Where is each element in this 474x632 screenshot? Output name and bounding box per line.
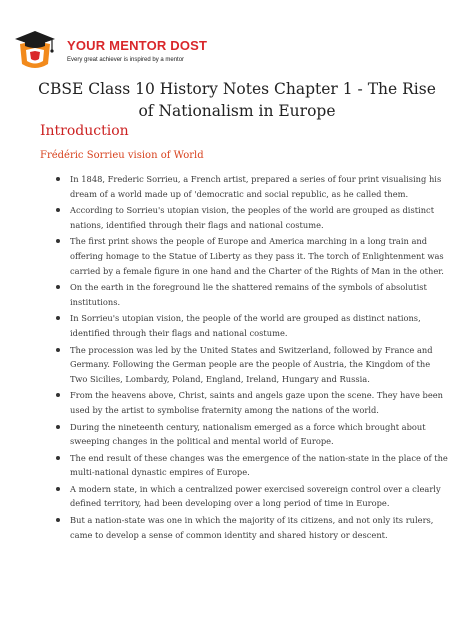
- page-title: CBSE Class 10 History Notes Chapter 1 - The Rise of Nationalism in Europe: [38, 80, 436, 120]
- list-item: The end result of these changes was the emergence of the nation-state in the place of the multi-national dynastic empires of Europe.: [56, 451, 448, 480]
- list-item: According to Sorrieu's utopian vision, the peoples of the world are grouped as distinct nations, identified through their flags and national costume.: [56, 203, 448, 232]
- list-item: The first print shows the people of Europe and America marching in a long train and offering homage to the Statue of Liberty as they pass it. The torch of Enlightenment was carried by a female figure in one hand and the Charter of the Rights of Man in the other.: [56, 234, 448, 278]
- brand-name: YOUR MENTOR DOST: [67, 38, 208, 53]
- list-item: A modern state, in which a centralized power exercised sovereign control over a clearly defined territory, had been developing over a long period of time in Europe.: [56, 482, 448, 511]
- list-item: The procession was led by the United States and Switzerland, followed by France and Germany. Following the German people are the people of Austria, the Kingdom of the Two Sicilies, Lombardy, Poland, England, Ireland, Hungary and Russia.: [56, 343, 448, 387]
- brand-tagline: Every great achiever is inspired by a mentor: [67, 57, 185, 63]
- list-item: During the nineteenth century, nationalism emerged as a force which brought about sweeping changes in the political and mental world of Europe.: [56, 420, 448, 449]
- list-item: In 1848, Frederic Sorrieu, a French artist, prepared a series of four print visualising his dream of a world made up of 'democratic and social republic, as he called them.: [56, 172, 448, 201]
- bullet-list: [56, 172, 448, 544]
- list-item: But a nation-state was one in which the majority of its citizens, and not only its rulers, came to develop a sense of common identity and shared history or descent.: [56, 513, 448, 542]
- list-item: In Sorrieu's utopian vision, the people of the world are grouped as distinct nations, identified through their flags and national costume.: [56, 311, 448, 340]
- brand-logo: [12, 28, 232, 72]
- section-heading: Introduction: [40, 123, 129, 139]
- graduation-cap-logo-icon: [12, 28, 58, 72]
- list-item: On the earth in the foreground lie the shattered remains of the symbols of absolutist institutions.: [56, 280, 448, 309]
- list-item: From the heavens above, Christ, saints and angels gaze upon the scene. They have been used by the artist to symbolise fraternity among the nations of the world.: [56, 388, 448, 417]
- sub-heading: Frédéric Sorrieu vision of World: [40, 150, 204, 161]
